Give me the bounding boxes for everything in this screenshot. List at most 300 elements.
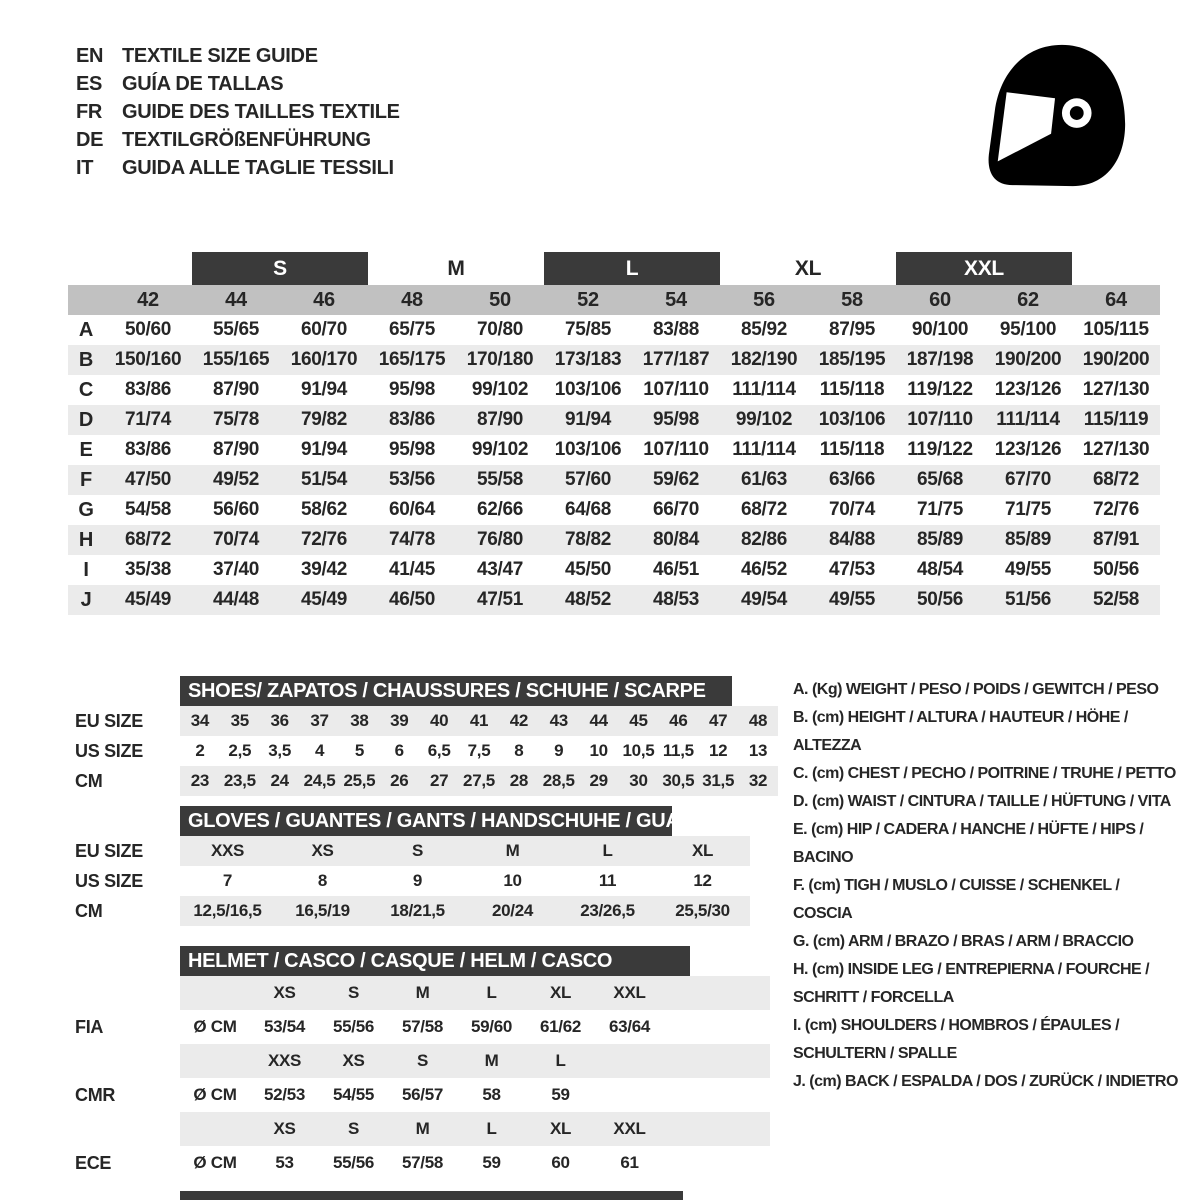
standard-label: FIA: [75, 1016, 104, 1037]
size-cell: 52/58: [1092, 589, 1140, 610]
size-cell: 80/84: [652, 529, 700, 550]
size-cell: 190/200: [994, 349, 1062, 370]
size-cell: 52/53: [263, 1085, 306, 1104]
size-cell: 87/90: [212, 379, 260, 400]
shoes-cells: [180, 766, 778, 796]
size-cell: 57/58: [401, 1017, 444, 1036]
size-cell: 107/110: [907, 409, 973, 430]
row-label: US SIZE: [75, 870, 143, 891]
size-cell: 91/94: [300, 379, 348, 400]
language-row-es: [76, 70, 400, 98]
size-cell: 27,5: [463, 771, 495, 790]
size-cell: 12,5/16,5: [193, 901, 262, 920]
textile-size-table: [68, 252, 1160, 615]
numeric-size-label: 56: [753, 288, 775, 311]
size-cell: 85/89: [1004, 529, 1052, 550]
numeric-size-label: 64: [1105, 288, 1127, 311]
size-cell: 87/90: [212, 439, 260, 460]
measurement-row-c: [68, 375, 1160, 405]
helmet-size-label: XS: [273, 1119, 296, 1138]
size-cell: 75/78: [212, 409, 260, 430]
language-code: FR: [76, 100, 103, 123]
legend-item-f: F. (cm) TIGH / MUSLO / CUISSE / SCHENKEL / COSCIA: [793, 877, 1120, 922]
size-cell: 54/58: [124, 499, 172, 520]
size-cell: 49/54: [740, 589, 788, 610]
size-cell: 95/98: [652, 409, 700, 430]
size-cell: 56/57: [401, 1085, 444, 1104]
diameter-unit-label: Ø CM: [193, 1153, 237, 1172]
size-cell: 60/64: [388, 499, 436, 520]
size-cell: 70/74: [828, 499, 876, 520]
size-cell: 53/56: [388, 469, 436, 490]
size-cell: 127/130: [1082, 379, 1150, 400]
numeric-size-label: 50: [489, 288, 511, 311]
size-cell: 44: [589, 711, 608, 730]
helmet-size-label: S: [416, 1051, 429, 1070]
row-letter: H: [78, 528, 94, 551]
size-cell: 9: [554, 741, 564, 760]
size-cell: 71/75: [916, 499, 964, 520]
size-cell: 49/52: [212, 469, 260, 490]
size-cell: 65/75: [388, 319, 436, 340]
size-cell: 2,5: [228, 741, 252, 760]
size-cell: 46/50: [388, 589, 436, 610]
size-cell: 71/75: [1004, 499, 1052, 520]
size-band-xxl: XXL: [896, 252, 1072, 285]
size-cell: 99/102: [471, 379, 529, 400]
size-cell: 24: [270, 771, 289, 790]
size-cell: 36: [270, 711, 289, 730]
size-cell: 187/198: [906, 349, 974, 370]
numeric-size-label: 62: [1017, 288, 1039, 311]
helmet-value-cells: [180, 1010, 770, 1044]
size-cell: 99/102: [471, 439, 529, 460]
helmet-size-label: M: [415, 983, 430, 1002]
size-cell: 59/60: [470, 1017, 513, 1036]
size-cell: 63/66: [828, 469, 876, 490]
row-letter: C: [78, 378, 94, 401]
size-cell: 107/110: [643, 379, 709, 400]
size-cell: 87/91: [1092, 529, 1140, 550]
size-cell: 99/102: [735, 409, 793, 430]
gloves-row-cm: [75, 896, 750, 926]
size-cell: 71/74: [124, 409, 172, 430]
shoes-row-cm: [75, 766, 778, 796]
shoes-table-title: SHOES/ ZAPATOS / CHAUSSURES / SCHUHE / SCARPE: [180, 676, 732, 706]
size-cell: 68/72: [124, 529, 172, 550]
size-cell: 105/115: [1083, 319, 1149, 340]
size-cell: XXS: [210, 841, 245, 860]
row-label: EU SIZE: [75, 710, 143, 731]
language-title-list: [76, 42, 400, 182]
size-cell: L: [602, 841, 613, 860]
size-cell: 44/48: [212, 589, 260, 610]
size-cell: 28: [509, 771, 529, 790]
standard-label: CMR: [75, 1084, 116, 1105]
helmet-size-label: XL: [549, 1119, 572, 1138]
size-cell: 39/42: [300, 559, 348, 580]
racing-helmet-icon: [978, 36, 1136, 194]
language-title: TEXTILGRÖßENFÜHRUNG: [122, 128, 371, 151]
measurement-legend: [793, 676, 1178, 1096]
size-cell: 66/70: [652, 499, 700, 520]
measurement-row-g: [68, 495, 1160, 525]
size-cell: 177/187: [642, 349, 710, 370]
size-cell: 13: [748, 741, 768, 760]
size-cell: 49/55: [1004, 559, 1052, 580]
size-cell: 165/175: [378, 349, 446, 370]
size-cell: 83/86: [124, 439, 172, 460]
measurement-row-b: [68, 345, 1160, 375]
size-cell: 43/47: [476, 559, 524, 580]
size-cell: XS: [311, 841, 334, 860]
size-cell: 18/21,5: [390, 901, 445, 920]
size-cell: 4: [314, 741, 325, 760]
numeric-size-label: 48: [401, 288, 423, 311]
helmet-size-label: S: [347, 1119, 360, 1138]
size-cell: 115/118: [819, 379, 885, 400]
size-cell: 59: [482, 1153, 501, 1172]
size-cell: 37/40: [212, 559, 260, 580]
size-cell: 57/58: [401, 1153, 444, 1172]
size-cell: 35: [230, 711, 249, 730]
size-cell: 190/200: [1082, 349, 1150, 370]
size-band-m: M: [447, 256, 465, 280]
size-cell: 38: [350, 711, 369, 730]
unit-cell-empty: [180, 976, 250, 1010]
shoes-size-table: [75, 676, 778, 796]
gloves-cells: [180, 866, 750, 896]
size-cell: 160/170: [290, 349, 358, 370]
size-cell: M: [505, 841, 520, 860]
size-cell: 150/160: [114, 349, 182, 370]
size-cell: 23: [190, 771, 210, 790]
size-band-l: L: [544, 252, 720, 285]
size-cell: 48: [748, 711, 768, 730]
size-cell: 182/190: [730, 349, 798, 370]
size-cell: 85/92: [740, 319, 788, 340]
size-cell: 45/49: [300, 589, 348, 610]
size-cell: 41/45: [388, 559, 436, 580]
size-cell: 61: [620, 1153, 639, 1172]
size-cell: 49/55: [828, 589, 876, 610]
row-label: CM: [75, 900, 103, 921]
size-cell: 37: [310, 711, 329, 730]
size-cell: 3,5: [268, 741, 292, 760]
size-cell: 111/114: [732, 379, 796, 400]
size-cell: 82/86: [740, 529, 788, 550]
numeric-size-label: 58: [841, 288, 863, 311]
row-letter: A: [78, 318, 94, 341]
measurement-row-i: [68, 555, 1160, 585]
size-cell: 90/100: [911, 319, 969, 340]
helmet-row-label-empty: [75, 1112, 180, 1146]
size-cell: 11: [598, 871, 617, 890]
size-cell: 155/165: [202, 349, 270, 370]
helmet-size-row: [75, 1112, 770, 1146]
shoes-rows: [75, 706, 778, 796]
size-cell: 20/24: [491, 901, 534, 920]
shoes-row-us: [75, 736, 778, 766]
language-row-it: [76, 154, 400, 182]
numeric-size-label: 42: [137, 288, 159, 311]
unit-cell-empty: [180, 1044, 250, 1078]
size-cell: 85/89: [916, 529, 964, 550]
legend-item-i: I. (cm) SHOULDERS / HOMBROS / ÉPAULES / SCHULTERN / SPALLE: [793, 1017, 1120, 1062]
helmet-size-label: M: [415, 1119, 430, 1138]
row-letter: D: [78, 408, 94, 431]
language-code: EN: [76, 44, 104, 67]
size-cell: 95/98: [388, 379, 436, 400]
size-cell: 95/98: [388, 439, 436, 460]
language-code: IT: [76, 156, 94, 179]
size-cell: 31,5: [702, 771, 735, 790]
helmet-value-row-ece: [75, 1146, 770, 1180]
helmet-value-row-fia: [75, 1010, 770, 1044]
language-title: TEXTILE SIZE GUIDE: [122, 44, 318, 67]
size-cell: 6: [394, 741, 404, 760]
size-cell: 25,5/30: [675, 901, 730, 920]
size-band-xl: XL: [794, 256, 822, 280]
language-title: GUIDA ALLE TAGLIE TESSILI: [122, 156, 394, 179]
helmet-row-label-empty: [75, 1044, 180, 1078]
size-cell: 111/114: [732, 439, 796, 460]
size-cell: 60/70: [300, 319, 348, 340]
size-cell: 46: [669, 711, 688, 730]
size-cell: 119/122: [907, 379, 973, 400]
size-cell: 51/54: [300, 469, 348, 490]
numeric-size-label: 46: [313, 288, 335, 311]
size-cell: 50/56: [1092, 559, 1140, 580]
size-cell: 115/118: [819, 439, 885, 460]
size-cell: 60: [551, 1153, 570, 1172]
size-cell: S: [411, 841, 424, 860]
size-cell: 34: [190, 711, 210, 730]
size-cell: 45/50: [564, 559, 612, 580]
size-cell: 103/106: [554, 439, 622, 460]
size-cell: 50/60: [124, 319, 172, 340]
size-cell: 16,5/19: [295, 901, 350, 920]
size-cell: 91/94: [300, 439, 348, 460]
row-letter: G: [78, 498, 94, 521]
gloves-rows: [75, 836, 750, 926]
size-cell: 2: [195, 741, 205, 760]
helmet-value-cells: [180, 1146, 770, 1180]
size-cell: 46/52: [740, 559, 788, 580]
size-cell: 48/54: [916, 559, 964, 580]
size-cell: 123/126: [994, 439, 1062, 460]
size-cell: 170/180: [466, 349, 534, 370]
size-cell: 65/68: [916, 469, 964, 490]
size-cell: 119/122: [907, 439, 973, 460]
diameter-unit-label: Ø CM: [193, 1017, 237, 1036]
size-cell: 173/183: [554, 349, 622, 370]
size-cell: 51/56: [1004, 589, 1052, 610]
helmet-value-row-cmr: [75, 1078, 770, 1112]
size-cell: 87/90: [476, 409, 524, 430]
size-cell: 32: [748, 771, 768, 790]
row-letter: F: [80, 468, 92, 491]
size-cell: 53/54: [263, 1017, 306, 1036]
size-cell: 48/52: [564, 589, 612, 610]
size-cell: 55/56: [332, 1017, 375, 1036]
size-cell: 63/64: [608, 1017, 651, 1036]
helmet-value-cells: [180, 1078, 770, 1112]
size-cell: 127/130: [1082, 439, 1150, 460]
helmet-size-label: XXS: [267, 1051, 302, 1070]
size-cell: 25,5: [343, 771, 376, 790]
measurement-row-a: [68, 315, 1160, 345]
racing-helmet-glyph: [978, 36, 1136, 194]
size-cell: 55/65: [212, 319, 260, 340]
size-cell: 10,5: [622, 741, 655, 760]
language-row-fr: [76, 98, 400, 126]
shoes-row-eu: [75, 706, 778, 736]
measurement-row-j: [68, 585, 1160, 615]
size-cell: 11,5: [662, 741, 694, 760]
measurement-rows: [68, 315, 1160, 615]
size-cell: 29: [589, 771, 608, 790]
language-code: DE: [76, 128, 104, 151]
size-cell: XL: [691, 841, 714, 860]
size-cell: 83/86: [388, 409, 436, 430]
standard-label: ECE: [75, 1152, 112, 1173]
helmet-size-label: XS: [273, 983, 296, 1002]
size-cell: 55/58: [476, 469, 524, 490]
size-cell: 9: [412, 871, 423, 890]
empty-cell: [595, 1044, 664, 1078]
size-cell: 75/85: [564, 319, 612, 340]
size-cell: 61/62: [539, 1017, 582, 1036]
legend-item-g: G. (cm) ARM / BRAZO / BRAS / ARM / BRACCIO: [793, 933, 1134, 950]
size-cell: 48/53: [652, 589, 700, 610]
size-cell: 41: [469, 711, 489, 730]
size-cell: 35/38: [124, 559, 172, 580]
helmet-size-label: XXL: [613, 983, 646, 1002]
legend-item-e: E. (cm) HIP / CADERA / HANCHE / HÜFTE / HIPS / BACINO: [793, 821, 1144, 866]
size-cell: 45: [629, 711, 648, 730]
language-code: ES: [76, 72, 103, 95]
corner-cell: [68, 285, 104, 315]
size-cell: 78/82: [564, 529, 612, 550]
diameter-unit-label: Ø CM: [193, 1085, 237, 1104]
shoes-cells: [180, 736, 778, 766]
size-cell: 107/110: [643, 439, 709, 460]
size-cell: 47/50: [124, 469, 172, 490]
size-cell: 8: [317, 871, 328, 890]
gloves-row-us: [75, 866, 750, 896]
helmet-size-cells: [180, 976, 770, 1010]
helmet-row-label-empty: [75, 976, 180, 1010]
size-cell: 47/51: [476, 589, 524, 610]
helmet-size-table: [75, 946, 770, 1180]
size-cell: 12: [693, 871, 712, 890]
row-letter: I: [83, 558, 89, 581]
numeric-size-label: 52: [577, 288, 599, 311]
size-cell: 30,5: [662, 771, 695, 790]
measurement-row-h: [68, 525, 1160, 555]
size-cell: 50/56: [916, 589, 964, 610]
size-cell: 61/63: [740, 469, 788, 490]
legend-item-d: D. (cm) WAIST / CINTURA / TAILLE / HÜFTUNG / VITA: [793, 793, 1171, 810]
size-cell: 74/78: [388, 529, 436, 550]
size-cell: 24,5: [303, 771, 336, 790]
shoes-cells: [180, 706, 778, 736]
size-cell: 45/49: [124, 589, 172, 610]
size-cell: 58: [482, 1085, 501, 1104]
size-cell: 40: [429, 711, 449, 730]
numeric-size-label: 54: [665, 288, 687, 311]
size-cell: 72/76: [300, 529, 348, 550]
language-row-en: [76, 42, 400, 70]
helmet-size-label: XXL: [613, 1119, 646, 1138]
size-cell: 27: [429, 771, 449, 790]
helmet-size-label: S: [347, 983, 360, 1002]
size-cell: 10: [589, 741, 608, 760]
helmet-size-label: L: [486, 983, 497, 1002]
legend-item-h: H. (cm) INSIDE LEG / ENTREPIERNA / FOURCHE / SCHRITT / FORCELLA: [793, 961, 1150, 1006]
size-cell: 70/74: [212, 529, 260, 550]
size-cell: 6,5: [427, 741, 451, 760]
size-cell: 30: [629, 771, 648, 790]
size-cell: 68/72: [1092, 469, 1140, 490]
size-cell: 83/88: [652, 319, 700, 340]
partial-band-bottom: [180, 1191, 683, 1200]
row-label: EU SIZE: [75, 840, 143, 861]
size-cell: 47/53: [828, 559, 876, 580]
size-cell: 12: [709, 741, 728, 760]
legend-item-c: C. (cm) CHEST / PECHO / POITRINE / TRUHE / PETTO: [793, 765, 1176, 782]
numeric-size-label: 44: [225, 288, 247, 311]
size-cell: 55/56: [332, 1153, 375, 1172]
size-cell: 47: [709, 711, 728, 730]
measurement-row-e: [68, 435, 1160, 465]
size-cell: 91/94: [564, 409, 612, 430]
unit-cell-empty: [180, 1112, 250, 1146]
helmet-size-label: M: [484, 1051, 499, 1070]
language-title: GUÍA DE TALLAS: [122, 72, 284, 95]
measurement-row-f: [68, 465, 1160, 495]
gloves-cells: [180, 896, 750, 926]
legend-item-b: B. (cm) HEIGHT / ALTURA / HAUTEUR / HÖHE / ALTEZZA: [793, 709, 1128, 754]
size-cell: 95/100: [999, 319, 1057, 340]
size-cell: 26: [390, 771, 409, 790]
legend-item-a: A. (Kg) WEIGHT / PESO / POIDS / GEWITCH / PESO: [793, 681, 1159, 698]
size-cell: 23,5: [223, 771, 256, 790]
helmet-size-cells: [180, 1044, 770, 1078]
size-cell: 115/119: [1083, 409, 1149, 430]
row-label: US SIZE: [75, 740, 143, 761]
row-label: CM: [75, 770, 103, 791]
size-cell: 84/88: [828, 529, 876, 550]
size-cell: 72/76: [1092, 499, 1140, 520]
size-cell: 79/82: [300, 409, 348, 430]
gloves-cells: [180, 836, 750, 866]
gloves-row-eu: [75, 836, 750, 866]
size-cell: 67/70: [1004, 469, 1052, 490]
numeric-size-header-row: [68, 285, 1160, 315]
size-cell: 53: [275, 1153, 294, 1172]
row-letter: J: [80, 588, 92, 611]
size-cell: 43: [549, 711, 568, 730]
gloves-table-title: GLOVES / GUANTES / GANTS / HANDSCHUHE / GUANTI: [180, 806, 672, 836]
size-cell: 62/66: [476, 499, 524, 520]
size-cell: 70/80: [476, 319, 524, 340]
size-cell: 64/68: [564, 499, 612, 520]
size-cell: 87/95: [828, 319, 876, 340]
size-cell: 8: [514, 741, 524, 760]
size-cell: 10: [503, 871, 522, 890]
